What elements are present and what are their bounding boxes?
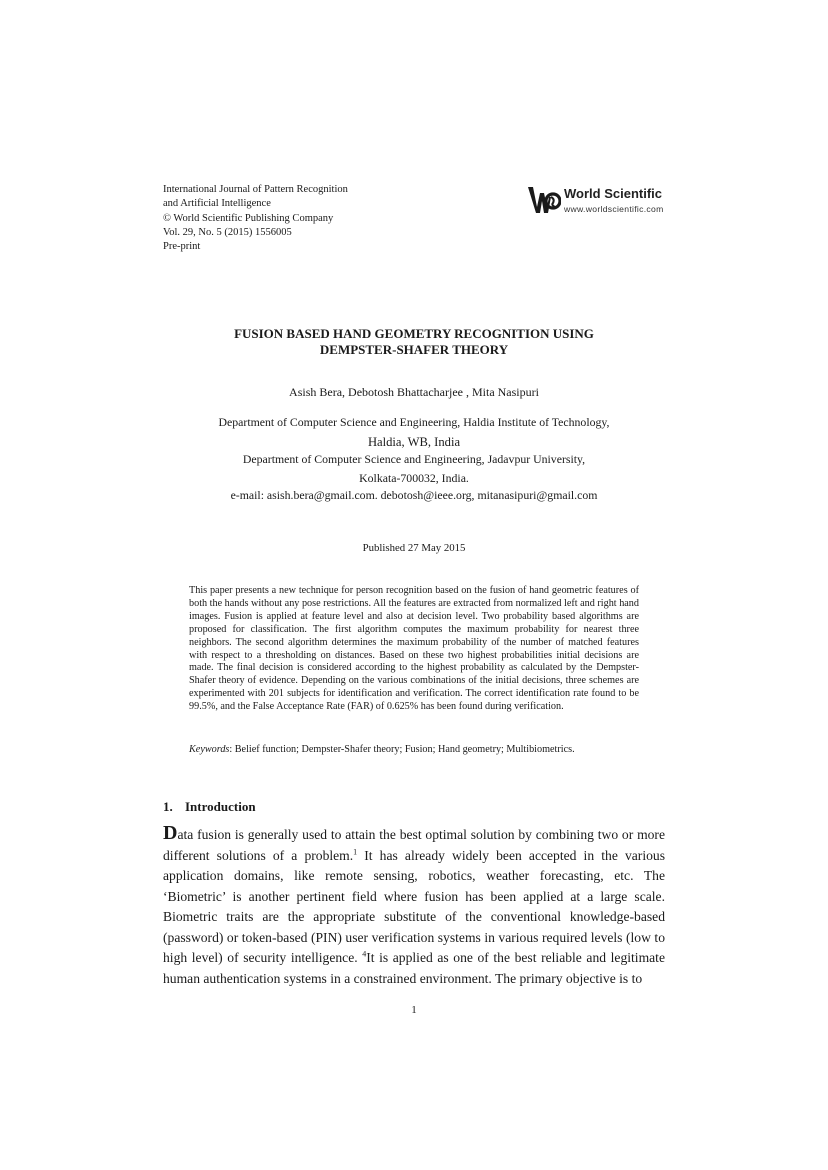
body-paragraph [163, 822, 665, 989]
journal-line: International Journal of Pattern Recognition [163, 184, 348, 195]
journal-line: and Artificial Intelligence [163, 198, 271, 210]
keywords-list: : Belief function; Dempster-Shafer theory; Fusion; Hand geometry; Multibiometrics. [229, 744, 575, 755]
affiliation-line: Haldia, WB, India [367, 435, 461, 449]
citation-superscript: 1 [353, 846, 358, 856]
section-heading [163, 799, 256, 815]
email-line: e-mail: asish.bera@gmail.com. debotosh@ieee.org, mitanasipuri@gmail.com [230, 488, 598, 502]
body-text: It has already widely been accepted in the various application domains, like remote sensing, robotics, weather forecasting, etc. The ‘Biometric’ is another pertinent field where fusion has been applied at a large scale. Biometric traits are the appropriate substitute of the conventional knowledge-based (password) or token-based (PIN) user verification systems in various required levels (low to high level) of security intelligence. [163, 847, 665, 965]
world-scientific-logo-icon [527, 185, 561, 215]
journal-line: © World Scientific Publishing Company [163, 212, 334, 224]
publisher-name: World Scientific [564, 186, 662, 201]
publisher-url: www.worldscientific.com [564, 204, 664, 214]
section-title: Introduction [185, 799, 256, 814]
keywords [189, 744, 639, 755]
publisher-logo [527, 185, 667, 217]
journal-info [163, 183, 348, 254]
citation-superscript: 4 [362, 949, 367, 959]
author-list: Asish Bera, Debotosh Bhattacharjee , Mita Nasipuri [289, 385, 539, 399]
journal-line: Vol. 29, No. 5 (2015) 1556005 [163, 226, 292, 238]
title-line: FUSION BASED HAND GEOMETRY RECOGNITION USING [234, 326, 594, 341]
body-text: ata fusion is generally used to attain the best optimal solution by combining two or more different solutions of a problem. [163, 827, 665, 863]
drop-cap: D [163, 822, 178, 844]
paper-title [150, 326, 678, 358]
body-text: It is applied as one of the best reliable and legitimate human authentication systems in a constrained environment. The primary objective is to [163, 950, 665, 986]
published-date: Published 27 May 2015 [362, 542, 466, 554]
page-number: 1 [411, 1004, 417, 1016]
journal-line: Pre-print [163, 241, 201, 253]
affiliation-line: Department of Computer Science and Engineering, Jadavpur University, [242, 452, 586, 466]
section-number: 1. [163, 799, 173, 814]
keywords-label: Keywords [189, 744, 230, 755]
title-line: DEMPSTER-SHAFER THEORY [319, 342, 509, 357]
affiliation-line: Kolkata-700032, India. [359, 471, 469, 485]
affiliation-line: Department of Computer Science and Engineering, Haldia Institute of Technology, [218, 415, 610, 429]
abstract: This paper presents a new technique for person recognition based on the fusion of hand geometric features of both the hands without any pose restrictions. All the features are extracted from normalized left and right hand images. Fusion is applied at feature level and also at decision level. Two probability based algorithms are proposed for classification. The first algorithm computes the maximum probability for nearest three neighbors. The second algorithm determines the maximum probability of the number of matched features with respect to a thresholding on distances. Based on these two highest probabilities initial decisions are made. The final decision is considered according to the highest probability as calculated by the Dempster-Shafer theory of evidence. Depending on the various combinations of the initial decisions, three schemes are experimented with 201 subjects for identification and verification. The correct identification rate found to be 99.5%, and the False Acceptance Rate (FAR) of 0.625% has been found during verification. [189, 585, 639, 713]
